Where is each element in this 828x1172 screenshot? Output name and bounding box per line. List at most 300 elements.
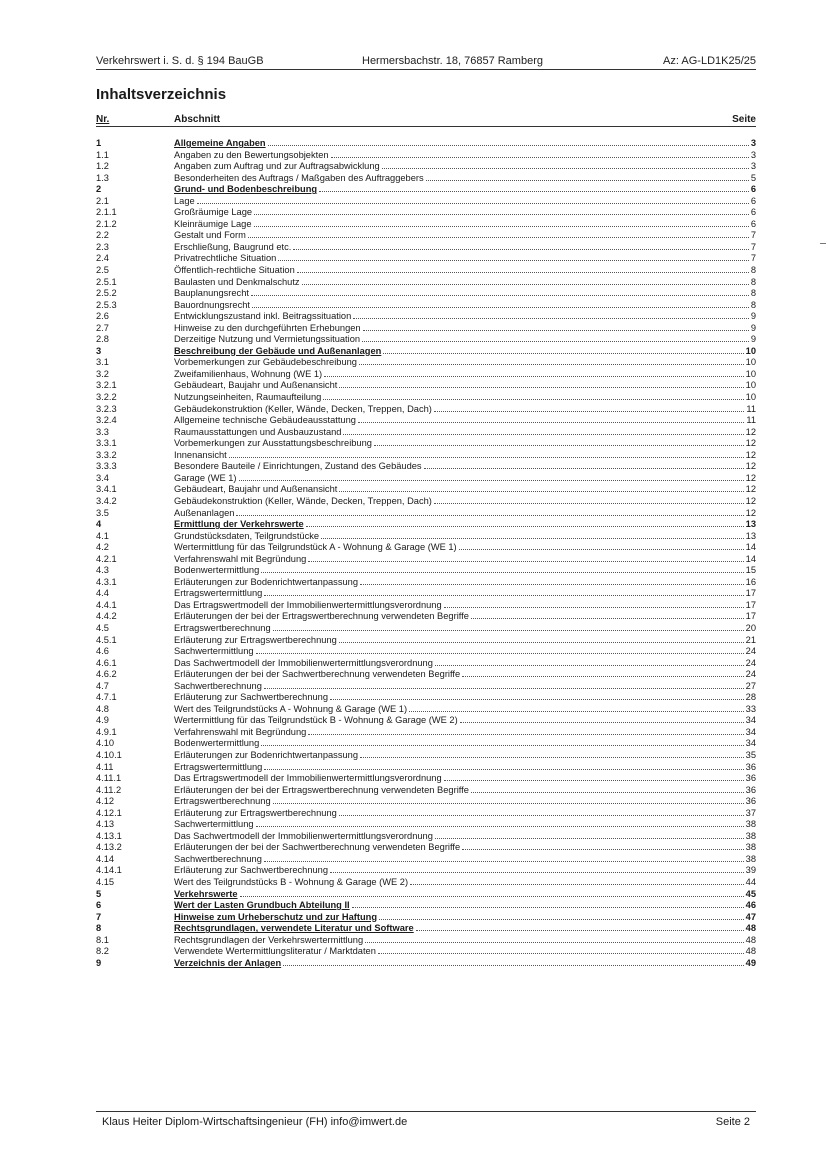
toc-entry-title: Verfahrenswahl mit Begründung [174, 726, 307, 737]
toc-entry-number: 4.4 [96, 588, 109, 599]
toc-leader-dots [236, 514, 743, 516]
toc-entry-number: 8 [96, 923, 102, 934]
column-nr: Nr. [96, 114, 110, 125]
footer-page-number: Seite 2 [715, 1116, 750, 1128]
toc-entry [96, 715, 756, 727]
toc-entry-page: 15 [745, 565, 756, 576]
toc-leader-dots [330, 698, 744, 700]
toc-leader-dots [254, 225, 749, 227]
toc-entry-page: 14 [745, 553, 756, 564]
toc-leader-dots [382, 167, 749, 169]
toc-entry-title: Wertermittlung für das Teilgrundstück B - Wohnung & Garage (WE 2) [174, 715, 458, 726]
toc-entry-title: Lage [174, 195, 195, 206]
toc-entry-title: Gebäudeart, Baujahr und Außenansicht [174, 484, 338, 495]
toc-entry-page: 12 [745, 449, 756, 460]
toc-leader-dots [251, 294, 749, 296]
toc-entry-number: 3.3.2 [96, 449, 117, 460]
toc-leader-dots [365, 941, 744, 943]
toc-entry [96, 773, 756, 785]
toc-entry-page: 3 [750, 149, 756, 160]
toc-leader-dots [264, 860, 744, 862]
toc-entry [96, 854, 756, 866]
toc-leader-dots [323, 398, 743, 400]
toc-entry [96, 380, 756, 392]
toc-entry-number: 2.7 [96, 322, 109, 333]
toc-entry-page: 7 [750, 253, 756, 264]
toc-entry [96, 842, 756, 854]
toc-leader-dots [424, 467, 744, 469]
toc-entry-number: 4.3.1 [96, 576, 117, 587]
toc-entry-title: Privatrechtliche Situation [174, 253, 277, 264]
toc-entry [96, 889, 756, 901]
toc-entry-page: 49 [745, 957, 756, 968]
toc-entry [96, 207, 756, 219]
toc-leader-dots [353, 317, 749, 319]
toc-entry-number: 1.2 [96, 161, 109, 172]
toc-entry-title: Wert des Teilgrundstücks A - Wohnung & Garage (WE 1) [174, 703, 408, 714]
toc-leader-dots [264, 687, 744, 689]
toc-entry [96, 369, 756, 381]
toc-entry-title: Gebäudekonstruktion (Keller, Wände, Decken, Treppen, Dach) [174, 403, 432, 414]
toc-entry [96, 912, 756, 924]
toc-entry-page: 34 [745, 726, 756, 737]
toc-entry-title: Großräumige Lage [174, 207, 253, 218]
toc-entry-title: Ertragswertermittlung [174, 761, 263, 772]
toc-entry-number: 4.2.1 [96, 553, 117, 564]
toc-entry [96, 496, 756, 508]
toc-entry-title: Öffentlich-rechtliche Situation [174, 265, 295, 276]
toc-leader-dots [308, 560, 743, 562]
toc-leader-dots [409, 710, 744, 712]
toc-entry-page: 38 [745, 842, 756, 853]
toc-entry-title: Beschreibung der Gebäude und Außenanlagen [174, 345, 382, 356]
toc-entry-page: 24 [745, 657, 756, 668]
toc-entry [96, 796, 756, 808]
toc-leader-dots [435, 664, 744, 666]
toc-entry-page: 12 [745, 438, 756, 449]
toc-entry [96, 357, 756, 369]
toc-leader-dots [273, 802, 744, 804]
toc-leader-dots [352, 906, 744, 908]
toc-entry-title: Rechtsgrundlagen der Verkehrswertermittlung [174, 934, 364, 945]
toc-entry-page: 36 [745, 784, 756, 795]
toc-entry-number: 4.14.1 [96, 865, 122, 876]
toc-entry-title: Zweifamilienhaus, Wohnung (WE 1) [174, 368, 323, 379]
toc-entry-title: Das Sachwertmodell der Immobilienwertermittlungsverordnung [174, 657, 433, 668]
toc-entry-title: Erläuterungen der bei der Ertragswertberechnung verwendeten Begriffe [174, 784, 469, 795]
toc-entry-page: 12 [745, 495, 756, 506]
toc-entry-number: 4.13.2 [96, 842, 122, 853]
toc-entry-number: 2.1.1 [96, 207, 117, 218]
toc-leader-dots [264, 594, 743, 596]
toc-entry-number: 3.2.4 [96, 415, 117, 426]
toc-entry-title: Sachwertermittlung [174, 819, 254, 830]
toc-entry-title: Angaben zum Auftrag und zur Auftragsabwicklung [174, 161, 380, 172]
toc-entry-page: 8 [750, 288, 756, 299]
toc-entry-title: Vorbemerkungen zur Ausstattungsbeschreibung [174, 438, 372, 449]
toc-entry-title: Erläuterungen der bei der Sachwertberechnung verwendeten Begriffe [174, 842, 461, 853]
toc-entry-title: Erläuterungen zur Bodenrichtwertanpassung [174, 749, 358, 760]
toc-entry-page: 10 [745, 368, 756, 379]
toc-entry-title: Erläuterungen der bei der Ertragswertberechnung verwendeten Begriffe [174, 611, 469, 622]
toc-entry-number: 4.8 [96, 703, 109, 714]
toc-entry [96, 404, 756, 416]
toc-entry-title: Sachwertberechnung [174, 853, 262, 864]
toc-entry [96, 288, 756, 300]
toc-entry [96, 531, 756, 543]
toc-entry [96, 900, 756, 912]
toc-leader-dots [462, 675, 744, 677]
toc-entry-title: Wertermittlung für das Teilgrundstück A - Wohnung & Garage (WE 1) [174, 542, 457, 553]
toc-entry-title: Bauordnungsrecht [174, 299, 250, 310]
toc-entry-title: Baulasten und Denkmalschutz [174, 276, 300, 287]
toc-entry [96, 923, 756, 935]
toc-entry-title: Entwicklungszustand inkl. Beitragssituation [174, 311, 352, 322]
toc-entry-number: 3.4 [96, 472, 109, 483]
toc-entry-number: 8.2 [96, 946, 109, 957]
toc-entry-title: Grund- und Bodenbeschreibung [174, 184, 318, 195]
toc-leader-dots [416, 929, 744, 931]
toc-leader-dots [197, 202, 749, 204]
toc-entry-number: 4.15 [96, 877, 115, 887]
toc-entry [96, 542, 756, 554]
toc-entry-title: Gestalt und Form [174, 230, 246, 241]
toc-entry [96, 334, 756, 346]
toc-column-headers [96, 114, 756, 126]
toc-entry [96, 427, 756, 439]
toc-leader-dots [462, 848, 744, 850]
toc-entry-page: 10 [745, 392, 756, 403]
table-of-contents [96, 138, 756, 969]
toc-leader-dots [363, 329, 749, 331]
toc-entry-page: 36 [745, 761, 756, 772]
toc-leader-dots [360, 583, 744, 585]
toc-entry-page: 36 [745, 773, 756, 784]
toc-entry-page: 10 [745, 357, 756, 368]
toc-entry-number: 5 [96, 888, 102, 899]
toc-leader-dots [358, 421, 744, 423]
toc-entry-title: Raumausstattungen und Ausbauzustand [174, 426, 342, 437]
toc-entry-page: 12 [745, 484, 756, 495]
toc-leader-dots [239, 479, 744, 481]
toc-leader-dots [293, 248, 749, 250]
toc-entry-number: 4 [96, 519, 102, 530]
toc-entry-number: 4.4.1 [96, 599, 117, 610]
toc-leader-dots [374, 444, 744, 446]
toc-entry-number: 3.2.3 [96, 403, 117, 414]
toc-leader-dots [379, 918, 744, 920]
toc-entry-number: 3.3.1 [96, 438, 117, 449]
toc-entry [96, 450, 756, 462]
toc-entry-number: 4.6.1 [96, 657, 117, 668]
toc-entry-page: 9 [750, 322, 756, 333]
toc-entry-title: Kleinräumige Lage [174, 218, 252, 229]
toc-entry [96, 658, 756, 670]
toc-entry-number: 3.2.1 [96, 380, 117, 391]
toc-entry-number: 3.3 [96, 426, 109, 437]
toc-entry-page: 10 [745, 345, 756, 356]
toc-entry-page: 6 [750, 207, 756, 218]
toc-entry-number: 1 [96, 138, 102, 148]
toc-entry-page: 11 [746, 415, 756, 426]
toc-entry-number: 4.14 [96, 853, 115, 864]
toc-entry-page: 12 [745, 507, 756, 518]
toc-entry-title: Sachwertberechnung [174, 680, 262, 691]
toc-entry-page: 17 [745, 588, 756, 599]
toc-entry-number: 3.1 [96, 357, 109, 368]
toc-entry-title: Erläuterung zur Sachwertberechnung [174, 692, 329, 703]
toc-entry-page: 33 [745, 703, 756, 714]
toc-entry-title: Außenanlagen [174, 507, 235, 518]
toc-entry [96, 935, 756, 947]
toc-entry-number: 4.11 [96, 761, 114, 772]
toc-leader-dots [410, 883, 744, 885]
toc-entry-title: Verzeichnis der Anlagen [174, 957, 282, 968]
toc-entry-title: Bauplanungsrecht [174, 288, 249, 299]
toc-entry-page: 7 [750, 230, 756, 241]
header-left: Verkehrswert i. S. d. § 194 BauGB [96, 55, 264, 67]
toc-entry-title: Derzeitige Nutzung und Vermietungssituation [174, 334, 361, 345]
toc-entry-title: Wert der Lasten Grundbuch Abteilung II [174, 900, 350, 911]
toc-entry-number: 2.3 [96, 241, 109, 252]
toc-entry-page: 38 [745, 830, 756, 841]
toc-entry-number: 2.5.2 [96, 288, 117, 299]
toc-entry [96, 242, 756, 254]
toc-leader-dots [319, 190, 749, 192]
toc-leader-dots [459, 548, 744, 550]
toc-entry-number: 3.4.1 [96, 484, 117, 495]
toc-leader-dots [331, 156, 749, 158]
toc-leader-dots [256, 652, 744, 654]
column-section: Abschnitt [174, 114, 221, 125]
toc-entry [96, 738, 756, 750]
toc-entry-number: 2.5.3 [96, 299, 117, 310]
toc-entry-page: 20 [745, 622, 756, 633]
toc-leader-dots [330, 871, 744, 873]
toc-leader-dots [273, 629, 744, 631]
toc-entry-title: Rechtsgrundlagen, verwendete Literatur und Software [174, 923, 414, 934]
toc-entry-page: 35 [745, 749, 756, 760]
toc-entry [96, 623, 756, 635]
toc-entry-page: 16 [745, 576, 756, 587]
toc-entry-title: Ermittlung der Verkehrswerte [174, 519, 304, 530]
toc-entry [96, 750, 756, 762]
toc-entry-title: Besonderheiten des Auftrags / Maßgaben des Auftraggebers [174, 172, 424, 183]
toc-leader-dots [339, 814, 744, 816]
toc-entry [96, 865, 756, 877]
toc-leader-dots [471, 617, 744, 619]
toc-entry-page: 12 [745, 426, 756, 437]
toc-entry [96, 554, 756, 566]
toc-leader-dots [229, 456, 744, 458]
toc-leader-dots [252, 306, 749, 308]
toc-entry-page: 12 [745, 461, 756, 472]
toc-entry-title: Bodenwertermittlung [174, 738, 260, 749]
toc-entry-title: Verwendete Wertermittlungsliteratur / Marktdaten [174, 946, 376, 957]
toc-leader-dots [339, 386, 743, 388]
toc-entry-page: 12 [745, 472, 756, 483]
toc-entry [96, 681, 756, 693]
toc-entry-title: Das Ertragswertmodell der Immobilienwertermittlungsverordnung [174, 773, 442, 784]
toc-leader-dots [426, 179, 749, 181]
toc-entry [96, 785, 756, 797]
toc-entry-title: Nutzungseinheiten, Raumaufteilung [174, 392, 322, 403]
toc-entry [96, 138, 756, 150]
toc-entry [96, 600, 756, 612]
toc-entry-number: 4.2 [96, 542, 109, 553]
toc-leader-dots [261, 744, 743, 746]
toc-entry [96, 277, 756, 289]
toc-entry-title: Erläuterungen zur Bodenrichtwertanpassung [174, 576, 358, 587]
toc-entry-page: 44 [745, 877, 756, 887]
toc-entry-title: Sachwertermittlung [174, 646, 254, 657]
toc-entry-number: 4.1 [96, 530, 109, 541]
toc-leader-dots [435, 837, 744, 839]
toc-entry-number: 4.6 [96, 646, 109, 657]
toc-entry [96, 323, 756, 335]
toc-entry-page: 34 [745, 715, 756, 726]
toc-entry [96, 646, 756, 658]
toc-entry [96, 484, 756, 496]
page-title: Inhaltsverzeichnis [96, 86, 227, 103]
toc-entry [96, 577, 756, 589]
toc-entry-page: 10 [745, 380, 756, 391]
footer-left: Klaus Heiter Diplom-Wirtschaftsingenieur (FH) info@imwert.de [102, 1116, 408, 1128]
toc-entry-number: 4.5.1 [96, 634, 117, 645]
toc-entry [96, 808, 756, 820]
toc-entry [96, 958, 756, 970]
toc-entry-page: 17 [745, 599, 756, 610]
toc-entry [96, 635, 756, 647]
toc-entry-number: 4.10.1 [96, 749, 122, 760]
toc-leader-dots [324, 375, 744, 377]
toc-entry-page: 6 [750, 184, 756, 195]
toc-entry-page: 48 [745, 934, 756, 945]
toc-entry [96, 219, 756, 231]
toc-leader-dots [362, 340, 749, 342]
toc-entry-number: 4.4.2 [96, 611, 117, 622]
toc-entry-number: 8.1 [96, 934, 109, 945]
toc-entry [96, 704, 756, 716]
toc-entry-number: 3.5 [96, 507, 109, 518]
toc-entry-page: 7 [750, 241, 756, 252]
toc-entry-page: 47 [745, 911, 756, 922]
toc-entry-page: 45 [745, 888, 756, 899]
toc-entry [96, 300, 756, 312]
toc-leader-dots [434, 410, 744, 412]
toc-leader-dots [383, 352, 743, 354]
toc-leader-dots [297, 271, 749, 273]
toc-leader-dots [261, 571, 743, 573]
toc-leader-dots [339, 490, 743, 492]
toc-entry-number: 4.11.2 [96, 784, 122, 795]
toc-leader-dots [268, 144, 749, 146]
toc-entry-number: 4.7.1 [96, 692, 117, 703]
toc-entry [96, 831, 756, 843]
toc-leader-dots [378, 952, 744, 954]
toc-entry-page: 6 [750, 218, 756, 229]
toc-entry-title: Erläuterung zur Sachwertberechnung [174, 865, 329, 876]
column-header-rule [96, 126, 756, 127]
toc-entry-number: 3 [96, 345, 102, 356]
toc-entry-title: Gebäudekonstruktion (Keller, Wände, Decken, Treppen, Dach) [174, 495, 432, 506]
toc-entry-number: 4.10 [96, 738, 115, 749]
toc-leader-dots [471, 791, 744, 793]
toc-entry-number: 4.13.1 [96, 830, 122, 841]
toc-entry-number: 4.3 [96, 565, 109, 576]
toc-entry-page: 48 [745, 946, 756, 957]
toc-entry [96, 173, 756, 185]
toc-entry-page: 11 [746, 403, 756, 414]
toc-leader-dots [360, 756, 744, 758]
toc-entry [96, 877, 756, 889]
toc-entry-number: 3.2.2 [96, 392, 117, 403]
toc-entry-number: 4.9.1 [96, 726, 117, 737]
toc-leader-dots [283, 964, 744, 966]
toc-entry-title: Innenansicht [174, 449, 227, 460]
toc-entry-number: 2.4 [96, 253, 109, 264]
toc-entry-page: 38 [745, 819, 756, 830]
toc-leader-dots [308, 733, 743, 735]
toc-entry [96, 461, 756, 473]
toc-entry-number: 2.5.1 [96, 276, 117, 287]
toc-entry-number: 4.12 [96, 796, 115, 807]
toc-entry-number: 4.9 [96, 715, 109, 726]
toc-leader-dots [444, 779, 744, 781]
toc-entry-number: 2.1 [96, 195, 109, 206]
toc-entry-title: Bodenwertermittlung [174, 565, 260, 576]
toc-entry-number: 4.13 [96, 819, 115, 830]
toc-entry-number: 4.6.2 [96, 669, 117, 680]
toc-entry [96, 692, 756, 704]
toc-entry-title: Verkehrswerte [174, 888, 238, 899]
toc-entry-page: 5 [750, 172, 756, 183]
toc-entry-number: 2.8 [96, 334, 109, 345]
toc-entry-number: 3.4.2 [96, 495, 117, 506]
toc-entry-title: Erläuterung zur Ertragswertberechnung [174, 634, 337, 645]
page-footer [96, 1116, 756, 1130]
toc-entry-page: 13 [745, 519, 756, 530]
toc-entry-number: 4.12.1 [96, 807, 122, 818]
toc-entry [96, 161, 756, 173]
toc-entry-page: 28 [745, 692, 756, 703]
toc-entry-page: 38 [745, 853, 756, 864]
toc-entry-number: 2.1.2 [96, 218, 117, 229]
toc-entry-page: 46 [745, 900, 756, 911]
toc-entry [96, 946, 756, 958]
toc-entry-page: 9 [750, 334, 756, 345]
toc-entry [96, 150, 756, 162]
toc-entry-title: Das Sachwertmodell der Immobilienwertermittlungsverordnung [174, 830, 433, 841]
toc-entry-page: 13 [745, 530, 756, 541]
toc-entry [96, 727, 756, 739]
toc-entry [96, 311, 756, 323]
toc-entry-title: Hinweise zum Urheberschutz und zur Haftung [174, 911, 377, 922]
header-right: Az: AG-LD1K25/25 [663, 55, 756, 67]
toc-entry-title: Besondere Bauteile / Einrichtungen, Zustand des Gebäudes [174, 461, 422, 472]
toc-entry-number: 2.6 [96, 311, 109, 322]
toc-entry-page: 34 [745, 738, 756, 749]
header-center: Hermersbachstr. 18, 76857 Ramberg [362, 55, 543, 67]
toc-entry-page: 36 [745, 796, 756, 807]
toc-entry-title: Grundstücksdaten, Teilgrundstücke [174, 530, 320, 541]
toc-entry-page: 24 [745, 669, 756, 680]
toc-entry [96, 762, 756, 774]
toc-leader-dots [240, 895, 744, 897]
toc-entry [96, 438, 756, 450]
toc-entry-page: 24 [745, 646, 756, 657]
toc-entry-title: Erläuterungen der bei der Sachwertberechnung verwendeten Begriffe [174, 669, 461, 680]
